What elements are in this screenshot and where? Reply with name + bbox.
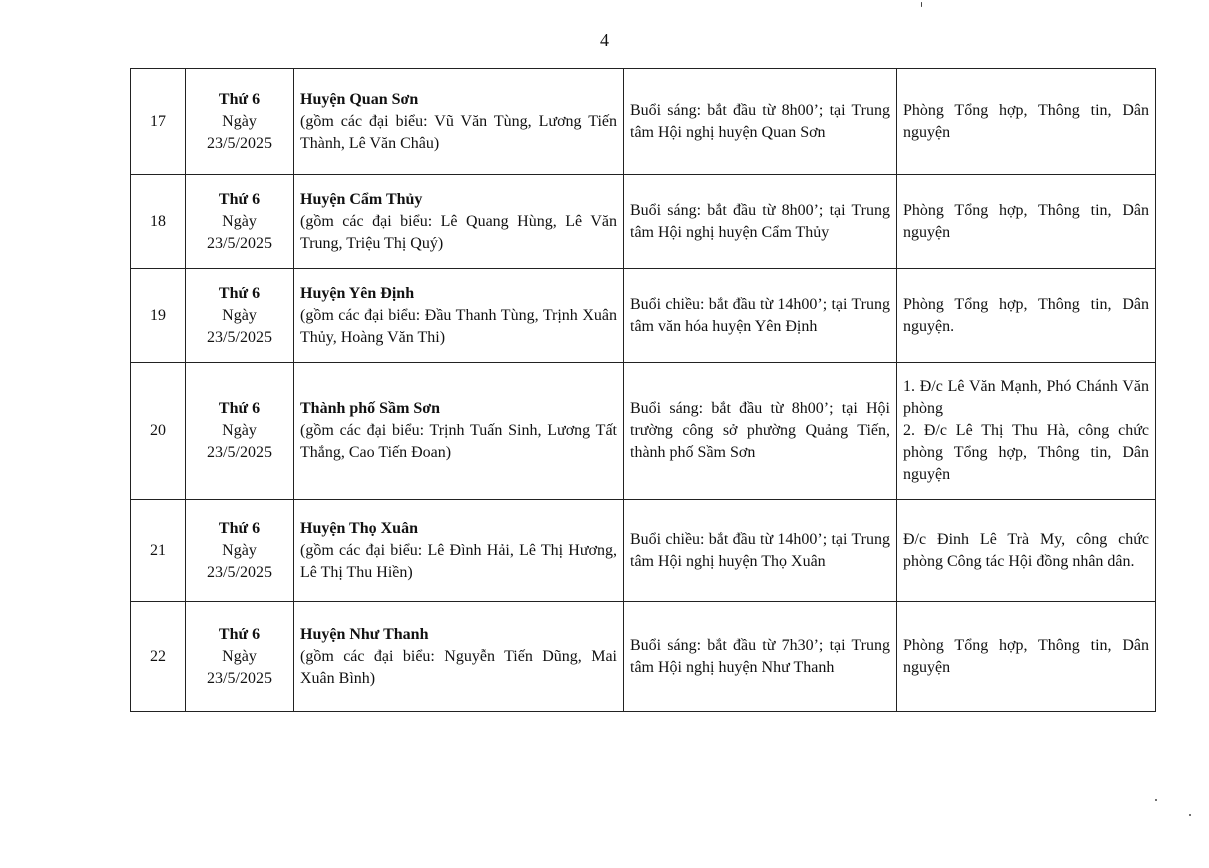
contact-cell: [897, 175, 1156, 269]
contact-cell: [897, 363, 1156, 500]
time-place-cell: Buổi chiều: bắt đầu từ 14h00’; tại Trung tâm Hội nghị huyện Thọ Xuân: [624, 500, 897, 602]
scan-speck: [1155, 799, 1157, 801]
schedule-table: [130, 68, 1156, 712]
locality-name: Huyện Thọ Xuân: [300, 519, 418, 537]
weekday-label: Thứ 6: [218, 625, 261, 643]
date-cell: [186, 363, 294, 500]
locality-cell: [294, 363, 624, 500]
time-place-cell: Buổi sáng: bắt đầu từ 7h30’; tại Trung tâm Hội nghị huyện Như Thanh: [624, 602, 897, 712]
day-label: Ngày: [222, 212, 257, 230]
contact-cell: [897, 269, 1156, 363]
delegates-list: (gồm các đại biểu: Đầu Thanh Tùng, Trịnh Xuân Thủy, Hoàng Văn Thi): [300, 306, 617, 346]
page-number: 4: [600, 30, 609, 50]
contact-cell: [897, 500, 1156, 602]
locality-cell: [294, 269, 624, 363]
contact-line: Phòng Tổng hợp, Thông tin, Dân nguyện.: [903, 295, 1149, 335]
date-value: 23/5/2025: [207, 444, 272, 461]
weekday-label: Thứ 6: [218, 400, 261, 417]
table-row: [131, 69, 1156, 175]
date-value: 23/5/2025: [207, 328, 272, 346]
table-row: [131, 175, 1156, 269]
locality-cell: [294, 500, 624, 602]
time-place-cell: Buổi sáng: bắt đầu từ 8h00’; tại Trung tâm Hội nghị huyện Cẩm Thủy: [624, 175, 897, 269]
row-number-cell: 21: [131, 500, 186, 602]
day-label: Ngày: [222, 541, 257, 559]
contact-line: Phòng Tổng hợp, Thông tin, Dân nguyện: [903, 636, 1149, 676]
row-number-cell: 17: [131, 69, 186, 175]
date-cell: [186, 175, 294, 269]
locality-name: Huyện Yên Định: [300, 284, 415, 302]
locality-name: Huyện Quan Sơn: [300, 90, 419, 108]
locality-name: Thành phố Sầm Sơn: [300, 400, 441, 417]
delegates-list: (gồm các đại biểu: Trịnh Tuấn Sinh, Lương Tất Thắng, Cao Tiến Đoan): [300, 422, 617, 461]
table-row: [131, 602, 1156, 712]
locality-name: Huyện Như Thanh: [300, 625, 429, 643]
contact-line: Phòng Tổng hợp, Thông tin, Dân nguyện: [903, 101, 1149, 141]
date-cell: [186, 69, 294, 175]
locality-name: Huyện Cẩm Thủy: [300, 190, 423, 208]
delegates-list: (gồm các đại biểu: Lê Đình Hải, Lê Thị Hương, Lê Thị Thu Hiền): [300, 541, 617, 581]
delegates-list: (gồm các đại biểu: Nguyễn Tiến Dũng, Mai Xuân Bình): [300, 647, 617, 687]
time-place-cell: Buổi sáng: bắt đầu từ 8h00’; tại Trung tâm Hội nghị huyện Quan Sơn: [624, 69, 897, 175]
contact-line: Đ/c Đinh Lê Trà My, công chức phòng Công tác Hội đồng nhân dân.: [903, 530, 1149, 570]
weekday-label: Thứ 6: [218, 90, 261, 108]
contact-line: 2. Đ/c Lê Thị Thu Hà, công chức phòng Tổng hợp, Thông tin, Dân nguyện: [903, 422, 1149, 483]
day-label: Ngày: [222, 112, 257, 130]
contact-line: 1. Đ/c Lê Văn Mạnh, Phó Chánh Văn phòng: [903, 378, 1149, 417]
date-cell: [186, 500, 294, 602]
row-number-cell: 22: [131, 602, 186, 712]
weekday-label: Thứ 6: [218, 284, 261, 302]
date-value: 23/5/2025: [207, 234, 272, 252]
time-place-cell: Buổi sáng: bắt đầu từ 8h00’; tại Hội trường công sở phường Quảng Tiến, thành phố Sầm Sơn: [624, 363, 897, 500]
row-number-cell: 20: [131, 363, 186, 500]
day-label: Ngày: [222, 422, 257, 439]
delegates-list: (gồm các đại biểu: Lê Quang Hùng, Lê Văn Trung, Triệu Thị Quý): [300, 212, 617, 252]
time-place-cell: Buổi chiều: bắt đầu từ 14h00’; tại Trung tâm văn hóa huyện Yên Định: [624, 269, 897, 363]
scan-speck: [921, 2, 922, 7]
contact-cell: [897, 69, 1156, 175]
date-cell: [186, 602, 294, 712]
table-row: [131, 269, 1156, 363]
table-row: [131, 363, 1156, 500]
table-row: [131, 500, 1156, 602]
date-value: 23/5/2025: [207, 134, 272, 152]
schedule-body: [131, 69, 1156, 712]
locality-cell: [294, 602, 624, 712]
locality-cell: [294, 69, 624, 175]
row-number-cell: 19: [131, 269, 186, 363]
row-number-cell: 18: [131, 175, 186, 269]
day-label: Ngày: [222, 647, 257, 665]
delegates-list: (gồm các đại biểu: Vũ Văn Tùng, Lương Tiến Thành, Lê Văn Châu): [300, 112, 617, 152]
day-label: Ngày: [222, 306, 257, 324]
date-value: 23/5/2025: [207, 669, 272, 687]
weekday-label: Thứ 6: [218, 190, 261, 208]
date-cell: [186, 269, 294, 363]
contact-cell: [897, 602, 1156, 712]
scan-speck: [1189, 814, 1191, 816]
weekday-label: Thứ 6: [218, 519, 261, 537]
date-value: 23/5/2025: [207, 563, 272, 581]
contact-line: Phòng Tổng hợp, Thông tin, Dân nguyện: [903, 201, 1149, 241]
locality-cell: [294, 175, 624, 269]
